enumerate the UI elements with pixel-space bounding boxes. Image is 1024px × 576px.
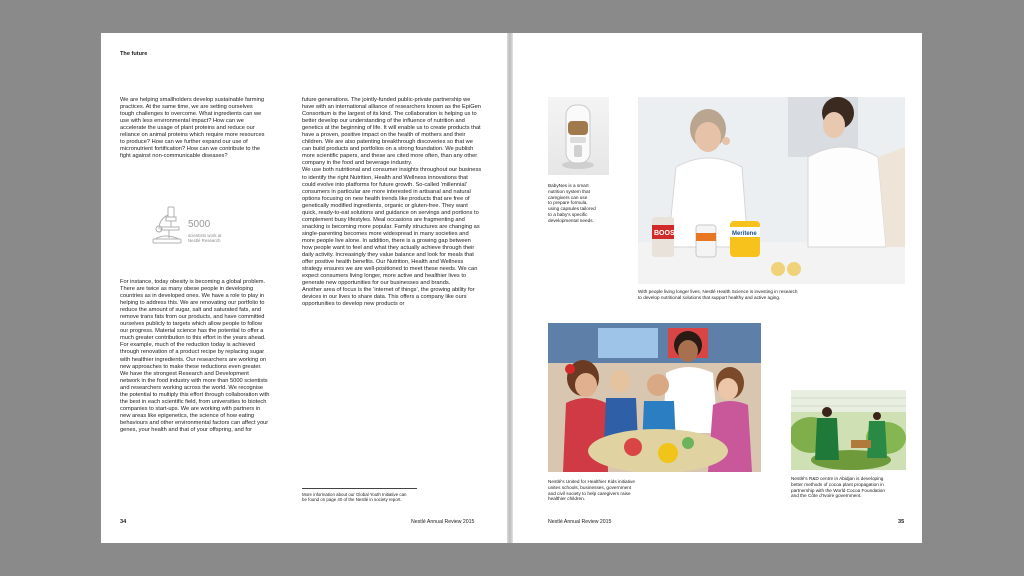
babynes-photo	[548, 97, 609, 175]
product-label-boost: BOOST	[654, 230, 679, 237]
stat-caption: scientists work at Nestlé Research	[188, 233, 222, 244]
caption-lab: With people living longer lives, Nestlé Health Science is investing in research to develop nutritional solutions that support healthy and active aging.	[638, 289, 798, 300]
stat-callout	[149, 205, 269, 255]
microscope-icon	[149, 205, 185, 245]
footnote: More information about our Global Youth Initiative can be found on page 40 of the Nestlé in society report.	[302, 492, 407, 503]
lab-scene-illustration	[638, 97, 905, 284]
footnote-rule	[302, 488, 417, 489]
left-page	[101, 33, 507, 543]
page-number-left: 34	[120, 519, 127, 525]
greenhouse-scene-illustration	[791, 390, 906, 470]
body-text-column-1-top: We are helping smallholders develop sustainable farming practices. At the same time, we are setting ourselves tough challenges to overcome. What ingredients can we use with less environmental impact? How can we accelerate the usage of plant proteins and reduce our reliance on animal proteins which require more resources to produce? How can we further expand our use of micronutrient fortification? How can we contribute to the fight against non-communicable diseases?	[120, 97, 265, 160]
body-text-column-1-bottom: For instance, today obesity is becoming a global problem. There are twice as many obese people in developing countries as in developed ones. We have a role to play in helping to address this. We are renovating our portfolio to reduce the amount of sugar, salt and saturated fats, and remove trans fats from our products, and have committed ourselves publicly to targets which allow people to follow our progress. Material science has the potential to offer a much greater contribution to this effort in the years ahead. For example, much of the reduction today is achieved through renovation of a product recipe by replacing sugar with healthier ingredients. Our researchers are working on new approaches to make these reductions even greater. We have the strongest Research and Development network in the food industry with more than 5000 scientists and researchers working across the world. We recognise the potential to multiply this effort through collaboration with the best in each scientific field, from universities to biotech companies to start-ups. We are working with partners in new areas like epigenetics, the science of how eating behaviours and other environmental factors can affect your genes, your health and that of your offspring, and for	[120, 279, 270, 433]
running-head-left: Nestlé Annual Review 2015	[411, 519, 475, 525]
body-text-column-2: future generations. The jointly-funded public-private partnership we have with an international alliance of researchers known as the EpiGen Consortium is the largest of its kind. The collaboration is helping us to better develop our understanding of the influence of nutrition and genetics at the beginning of life. It will enable us to create products that have a proven, positive impact on the health of mothers and their children. We are also patenting breakthrough discoveries so that we can build products and portfolios on a strong foundation. We publish more scientific papers, and these are cited more often, than any other company in the food and beverage industry. We use both nutritional and consumer insights throughout our business to identify the right Nutrition, Health and Wellness innovations that could evolve into platforms for future growth. So-called ‘millennial’ consumers in particular are more interested in artisanal and natural options focusing on new health trends like products that are free of genetically modified ingredients, organic or gluten-free. They want quick, ready-to-eat solutions and guidance on servings and portions to complement busy lifestyles. Meal occasions are fragmenting and snacking is becoming more popular. Family structures are changing as single-parenting becomes more widespread in many societies and more people live alone. In addition, there is a growing gap between how people want to feel and what they actually achieve through their daily activity. Increasingly they value balance and look for meals that offer positive health benefits. Our Nutrition, Health and Wellness strategy ensures we are well-positioned to meet these needs. We can expect consumers living longer, more active and healthier lives to generate new opportunities for our businesses and brands. Another area of focus is the ‘internet of things’, the growing ability for devices in our lives to share data. This offers a company like ours opportunities to develop new products or	[302, 97, 482, 308]
section-label: The future	[120, 51, 148, 57]
kids-scene-illustration	[548, 323, 761, 472]
product-label-meritene: Meritene	[732, 231, 757, 237]
stat-number: 5000	[188, 219, 211, 230]
caption-babynes: BabyNes is a smart nutrition system that caregivers can use to prepare formula, using capsules tailored to a baby’s specific developmental needs.	[548, 183, 596, 223]
page-number-right: 35	[898, 519, 905, 525]
lab-research-photo	[638, 97, 905, 284]
kids-nutrition-photo	[548, 323, 761, 472]
babynes-machine-illustration	[548, 97, 609, 175]
running-head-right: Nestlé Annual Review 2015	[548, 519, 612, 525]
caption-kids: Nestlé’s United for Healthier Kids initiative unites schools, businesses, government and civil society to help caregivers raise healthier children.	[548, 479, 635, 502]
caption-greenhouse: Nestlé’s R&D centre in Abidjan is developing better methods of cocoa plant propagation in partnership with the World Cocoa Foundation and the Côte d’Ivoire government.	[791, 476, 885, 499]
greenhouse-photo	[791, 390, 906, 470]
right-page	[513, 33, 922, 543]
